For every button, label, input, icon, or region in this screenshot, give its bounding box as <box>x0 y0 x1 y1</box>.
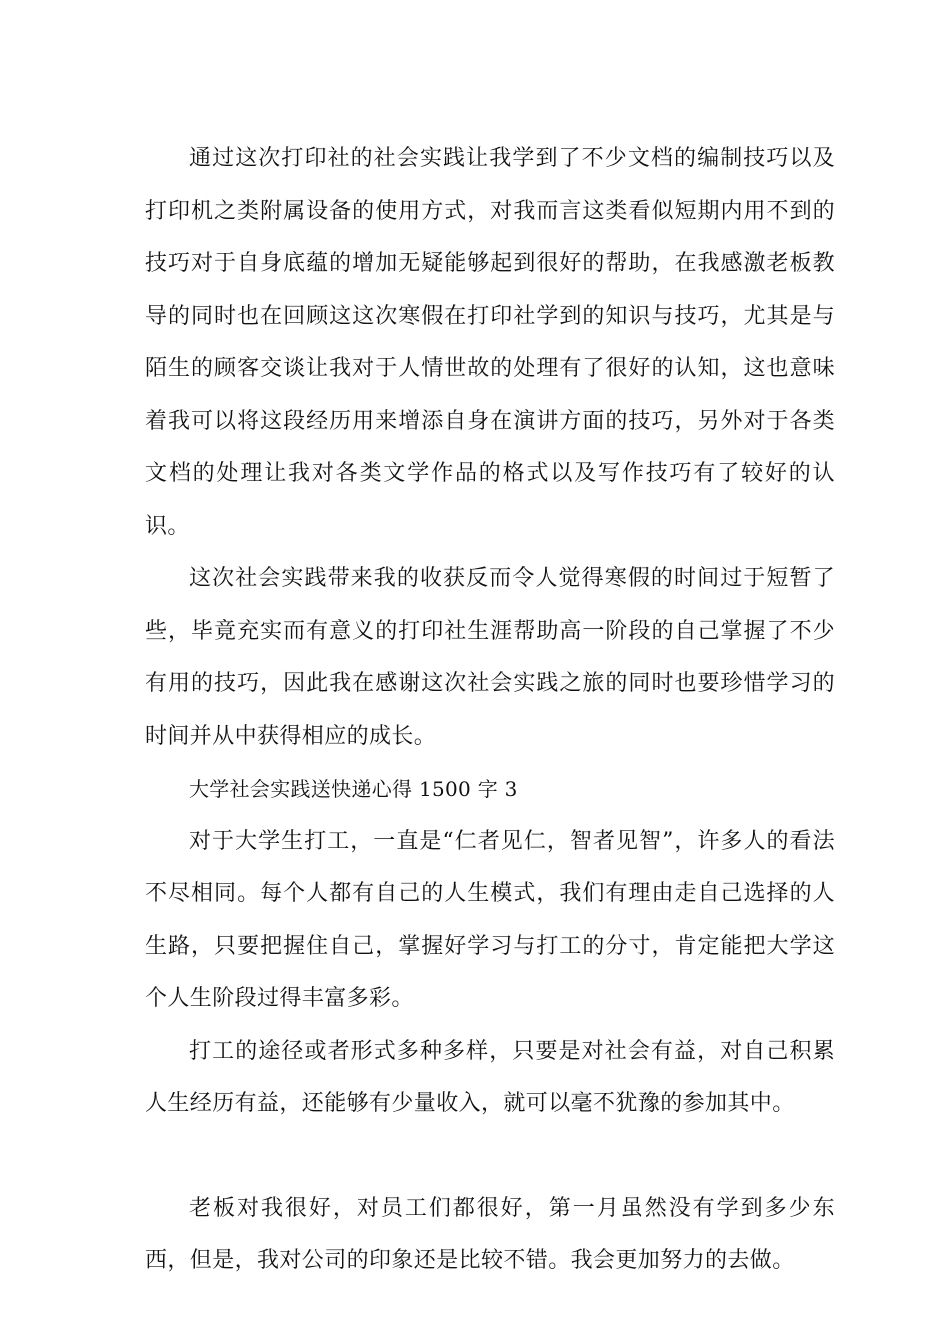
paragraph-print-shop-skills: 通过这次打印社的社会实践让我学到了不少文档的编制技巧以及打印机之类附属设备的使用方式，对我而言这类看似短期内用不到的技巧对于自身底蕴的增加无疑能够起到很好的帮助，在我感激老板教导的同时也在回顾这这次寒假在打印社学到的知识与技巧，尤其是与陌生的顾客交谈让我对于人情世故的处理有了很好的认知，这也意味着我可以将这段经历用来增添自身在演讲方面的技巧，另外对于各类文档的处理让我对各类文学作品的格式以及写作技巧有了较好的认识。 <box>145 146 835 539</box>
paragraph-winter-break-gains: 这次社会实践带来我的收获反而令人觉得寒假的时间过于短暂了些，毕竟充实而有意义的打印社生涯帮助高一阶段的自己掌握了不少有用的技巧，因此我在感谢这次社会实践之旅的同时也要珍惜学习的时间并从中获得相应的成长。 <box>145 566 835 749</box>
paragraph-boss-closing: 老板对我很好，对员工们都很好，第一月虽然没有学到多少东西，但是，我对公司的印象还是比较不错。我会更加努力的去做。 <box>145 1195 835 1273</box>
document-body <box>145 133 835 1288</box>
paragraph-work-forms: 打工的途径或者形式多种多样，只要是对社会有益，对自己积累人生经历有益，还能够有少量收入，就可以毫不犹豫的参加其中。 <box>145 1038 835 1116</box>
paragraph-student-work-views: 对于大学生打工，一直是“仁者见仁，智者见智”，许多人的看法不尽相同。每个人都有自己的人生模式，我们有理由走自己选择的人生路，只要把握住自己，掌握好学习与打工的分寸，肯定能把大学这个人生阶段过得丰富多彩。 <box>145 828 835 1011</box>
section-heading: 大学社会实践送快递心得 1500 字 3 <box>189 777 518 801</box>
blank-line <box>145 1131 835 1183</box>
